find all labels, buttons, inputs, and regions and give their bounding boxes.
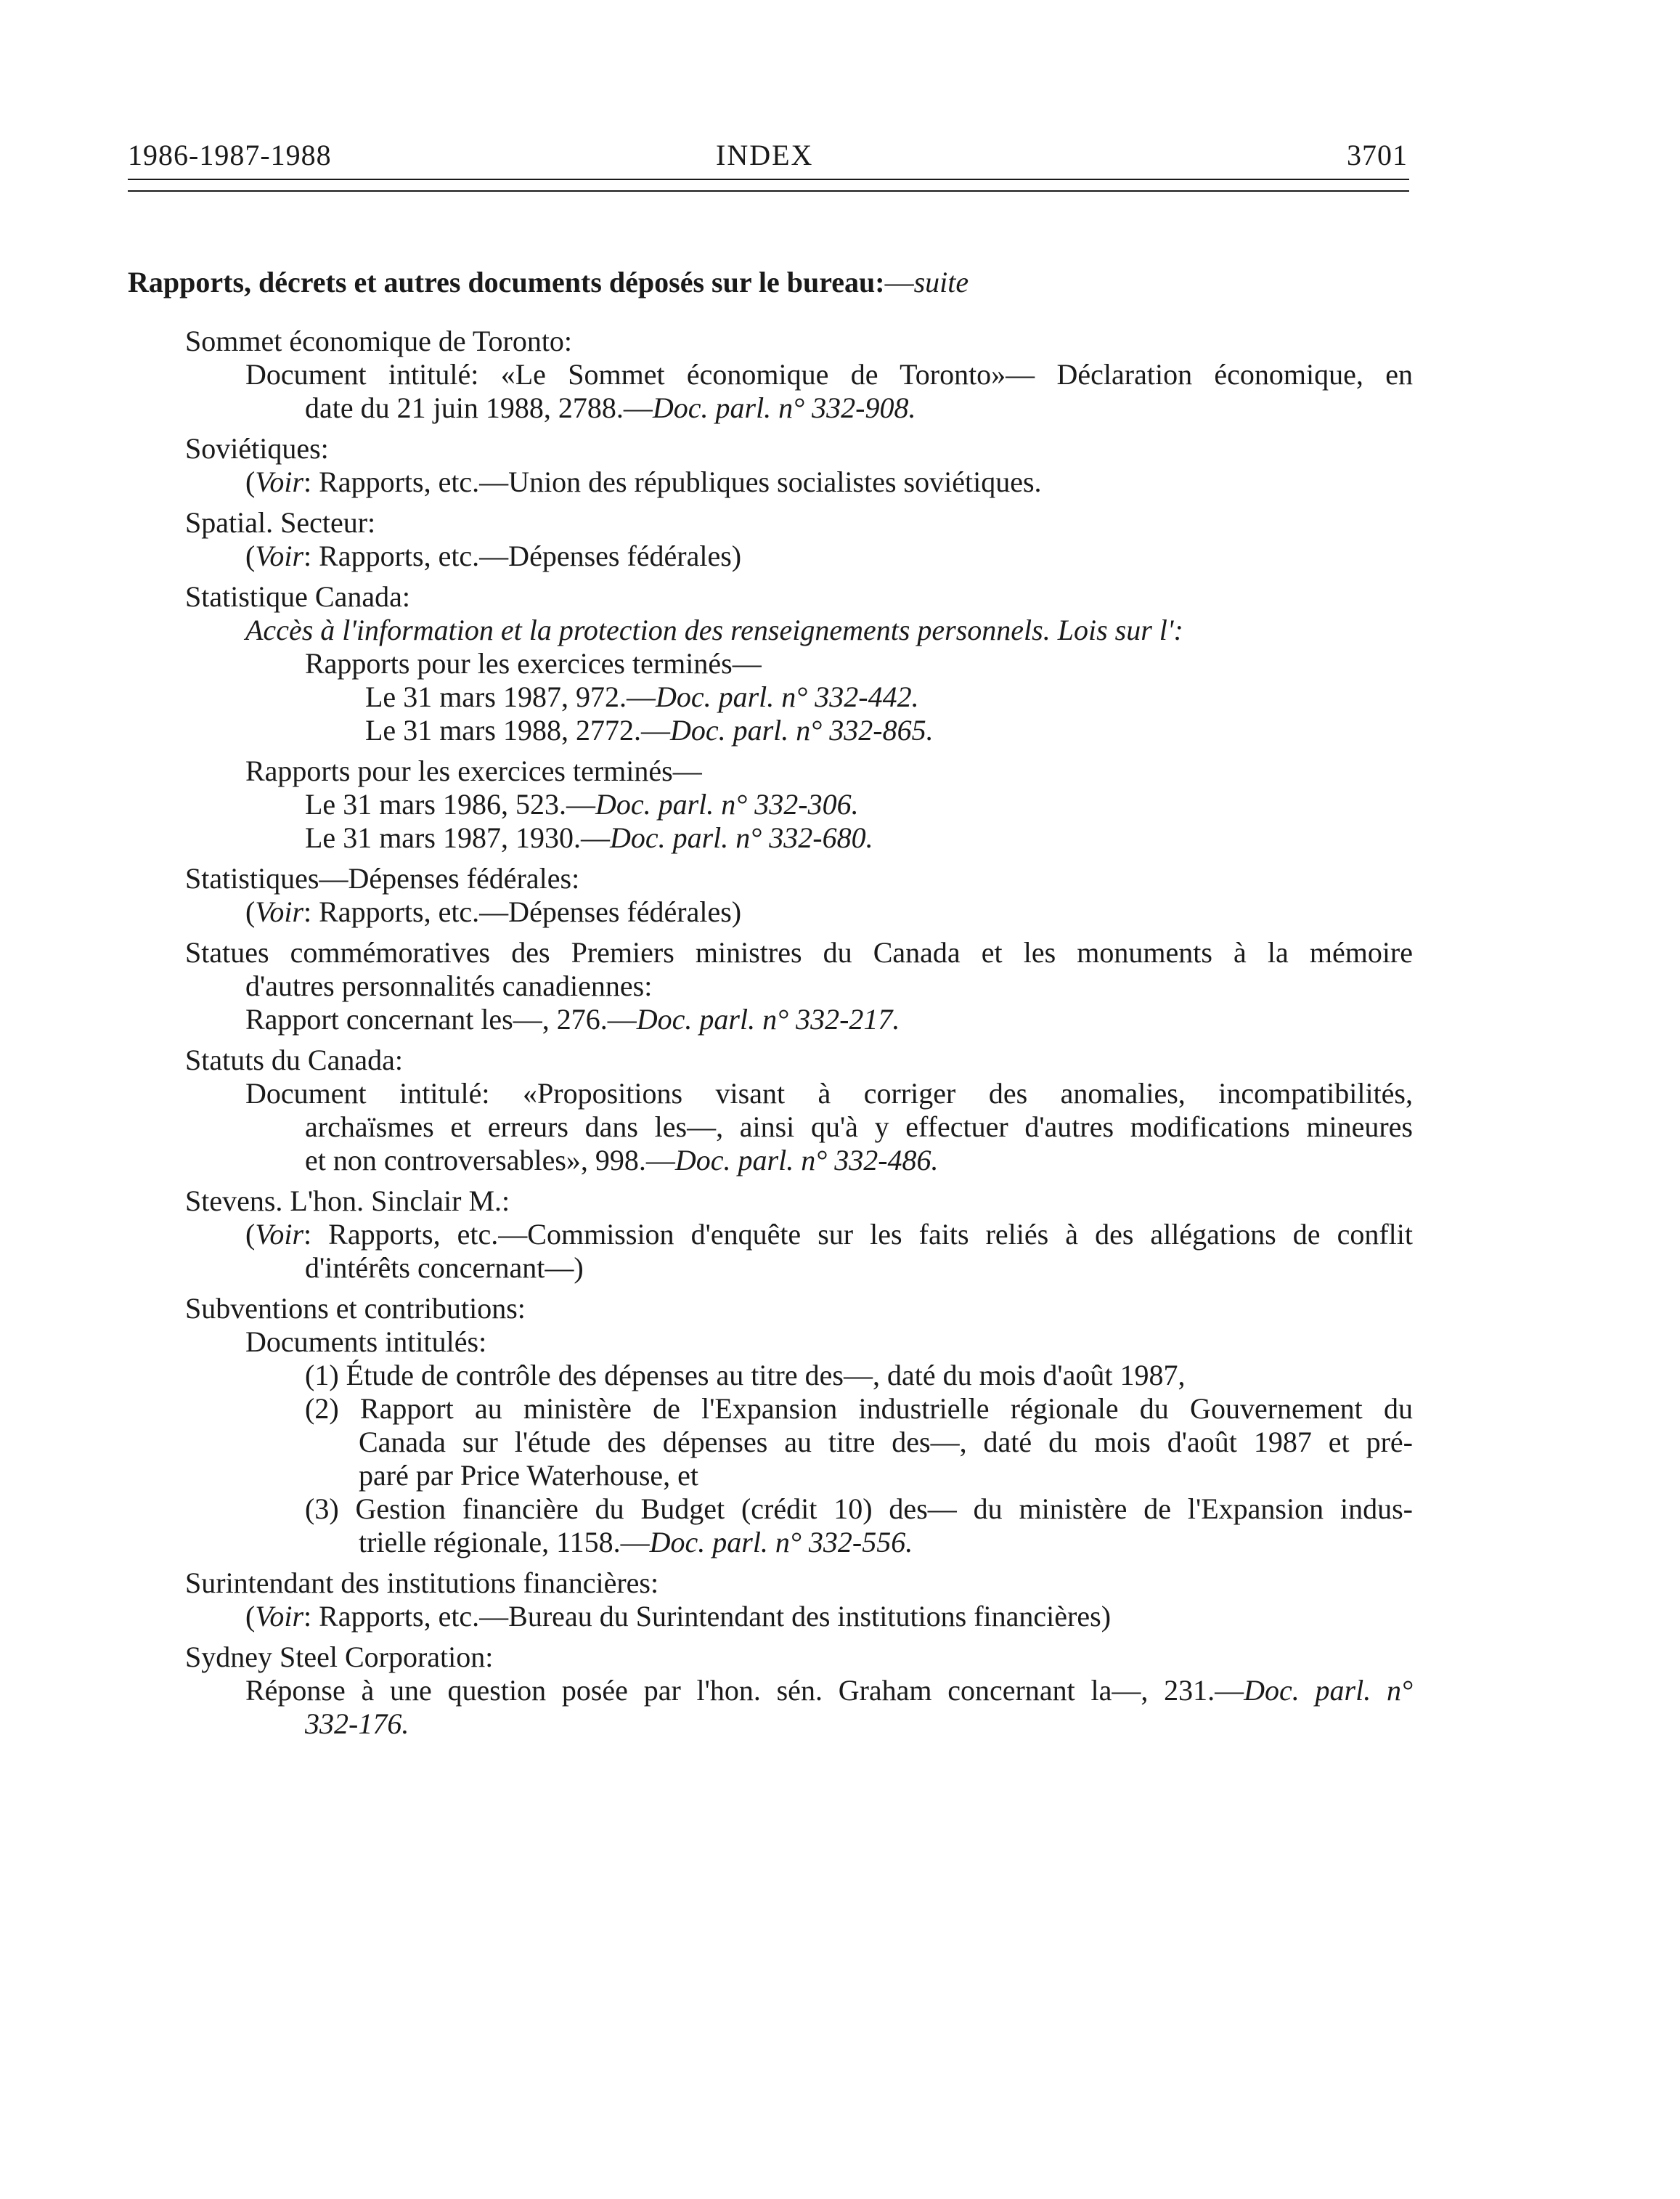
index-line [245, 1325, 486, 1359]
header-rule-bottom [128, 190, 1409, 192]
index-line [305, 1251, 584, 1285]
index-line [245, 613, 1183, 647]
page-number: 3701 [1347, 139, 1408, 171]
index-line [245, 1217, 1413, 1251]
index-line [305, 1492, 1413, 1526]
index-line [185, 935, 1413, 970]
index-line [185, 324, 572, 358]
index-text: Rapports, décrets et autres documents déposés sur le bureau: [128, 266, 885, 298]
index-line [365, 713, 934, 747]
index-line [185, 1566, 658, 1600]
header-title: INDEX [716, 139, 814, 171]
index-line [245, 1076, 1413, 1110]
index-text: : Rapports, etc.—Bureau du Surintendant des institutions financières) [303, 1600, 1112, 1633]
index-line [245, 465, 1042, 499]
index-text: Voir [255, 540, 304, 572]
index-text: Doc. parl. n° 332-680. [609, 821, 873, 854]
index-text: Rapport concernant les—, 276.— [245, 1003, 637, 1036]
index-line [305, 1391, 1413, 1426]
index-text: Documents intitulés: [245, 1325, 487, 1358]
index-text: Subventions et contributions: [185, 1292, 526, 1325]
index-line [305, 787, 859, 821]
index-line [245, 754, 702, 788]
index-text: Document intitulé: «Propositions visant à corriger des anomalies, incompatibilités, [245, 1077, 1413, 1110]
index-text: Voir [255, 1600, 304, 1633]
index-text: d'autres personnalités canadiennes: [245, 970, 653, 1002]
index-text: Statuts du Canada: [185, 1044, 403, 1076]
index-text: Stevens. L'hon. Sinclair M.: [185, 1184, 510, 1217]
index-line [365, 680, 919, 714]
index-text: Soviétiques: [185, 432, 329, 465]
index-line [305, 1110, 1413, 1144]
index-line [305, 1143, 939, 1177]
index-text: Doc. parl. n° 332-865. [669, 714, 934, 747]
index-line [305, 1707, 409, 1741]
index-text: : Rapports, etc.—Dépenses fédérales) [303, 540, 742, 572]
index-text: Le 31 mars 1986, 523.— [305, 788, 595, 821]
index-line [185, 580, 410, 614]
index-text: Le 31 mars 1988, 2772.— [365, 714, 670, 747]
index-text: paré par Price Waterhouse, et [359, 1459, 699, 1492]
index-text: date du 21 juin 1988, 2788.— [305, 391, 653, 424]
index-text: Le 31 mars 1987, 972.— [365, 680, 656, 713]
index-line [185, 505, 375, 540]
index-line [245, 1002, 900, 1036]
index-text: Statues commémoratives des Premiers ministres du Canada et les monuments à la mémoire [185, 936, 1413, 969]
index-line [305, 391, 916, 425]
index-line [185, 1640, 493, 1674]
index-text: Réponse à une question posée par l'hon. sén. Graham concernant la—, 231.— [245, 1674, 1244, 1707]
index-text: Document intitulé: «Le Sommet économique de Toronto»— Déclaration économique, en [245, 358, 1413, 391]
header-years: 1986-1987-1988 [128, 139, 332, 171]
index-text: — [884, 266, 914, 298]
index-text: ( [245, 895, 256, 928]
index-text: Doc. parl. n° 332-556. [649, 1526, 913, 1558]
index-text: et non controversables», 998.— [305, 1144, 675, 1176]
index-text: Doc. parl. n° 332-217. [636, 1003, 900, 1036]
index-text: ( [245, 1218, 256, 1251]
index-text: ( [245, 466, 256, 498]
index-text: Rapports pour les exercices terminés— [245, 755, 702, 787]
index-text: (3) Gestion financière du Budget (crédit 10) des— du ministère de l'Expansion indus- [305, 1492, 1413, 1525]
index-line [305, 646, 762, 680]
index-text: ( [245, 1600, 256, 1633]
index-text: Canada sur l'étude des dépenses au titre des—, daté du mois d'août 1987 et pré- [359, 1426, 1413, 1458]
index-text: Doc. parl. n° 332-306. [595, 788, 859, 821]
index-line [245, 895, 741, 929]
index-text: Doc. parl. n° 332-486. [674, 1144, 939, 1176]
index-line [185, 1291, 526, 1325]
index-line [359, 1458, 698, 1492]
index-line [359, 1425, 1413, 1459]
index-text: Sommet économique de Toronto: [185, 325, 573, 357]
index-text: Accès à l'information et la protection des renseignements personnels. Lois sur l': [245, 614, 1183, 646]
index-text: trielle régionale, 1158.— [359, 1526, 650, 1558]
index-line [305, 1358, 1185, 1392]
index-text: : Rapports, etc.—Dépenses fédérales) [303, 895, 742, 928]
index-text: : Rapports, etc.—Union des républiques socialistes soviétiques. [303, 466, 1042, 498]
index-text: Voir [255, 466, 304, 498]
index-text: suite [913, 266, 969, 298]
index-text: Doc. parl. n° 332-908. [652, 391, 916, 424]
index-text: Spatial. Secteur: [185, 506, 376, 539]
index-line [305, 821, 873, 855]
index-text: : Rapports, etc.—Commission d'enquête sur les faits reliés à des allégations de conflit [303, 1218, 1413, 1251]
index-text: (2) Rapport au ministère de l'Expansion industrielle régionale du Gouvernement du [305, 1392, 1413, 1425]
index-text: Sydney Steel Corporation: [185, 1641, 494, 1673]
index-text: Doc. parl. n° 332-442. [655, 680, 919, 713]
index-text: Statistique Canada: [185, 580, 410, 613]
index-text: (1) Étude de contrôle des dépenses au titre des—, daté du mois d'août 1987, [305, 1359, 1186, 1391]
index-line [185, 431, 329, 466]
index-text: Le 31 mars 1987, 1930.— [305, 821, 610, 854]
index-line [359, 1525, 913, 1559]
index-text: ( [245, 540, 256, 572]
index-text: archaïsmes et erreurs dans les—, ainsi qu'à y effectuer d'autres modifications mineures [305, 1110, 1413, 1143]
index-line [185, 1043, 403, 1077]
header-rule-top [128, 179, 1409, 180]
index-text: d'intérêts concernant—) [305, 1251, 584, 1284]
index-line [245, 1599, 1111, 1633]
index-text: Rapports pour les exercices terminés— [305, 647, 762, 680]
index-line [185, 1184, 510, 1218]
index-line [185, 861, 579, 895]
index-text: Voir [255, 1218, 304, 1251]
index-text: 332-176. [305, 1707, 409, 1740]
index-line [245, 539, 741, 573]
index-line [245, 1673, 1413, 1707]
index-line [245, 969, 652, 1003]
index-text: Doc. parl. n° [1244, 1674, 1413, 1707]
index-text: Voir [255, 895, 304, 928]
index-text: Surintendant des institutions financières: [185, 1566, 659, 1599]
index-line [128, 265, 969, 299]
index-text: Statistiques—Dépenses fédérales: [185, 862, 580, 895]
index-line [245, 357, 1413, 391]
